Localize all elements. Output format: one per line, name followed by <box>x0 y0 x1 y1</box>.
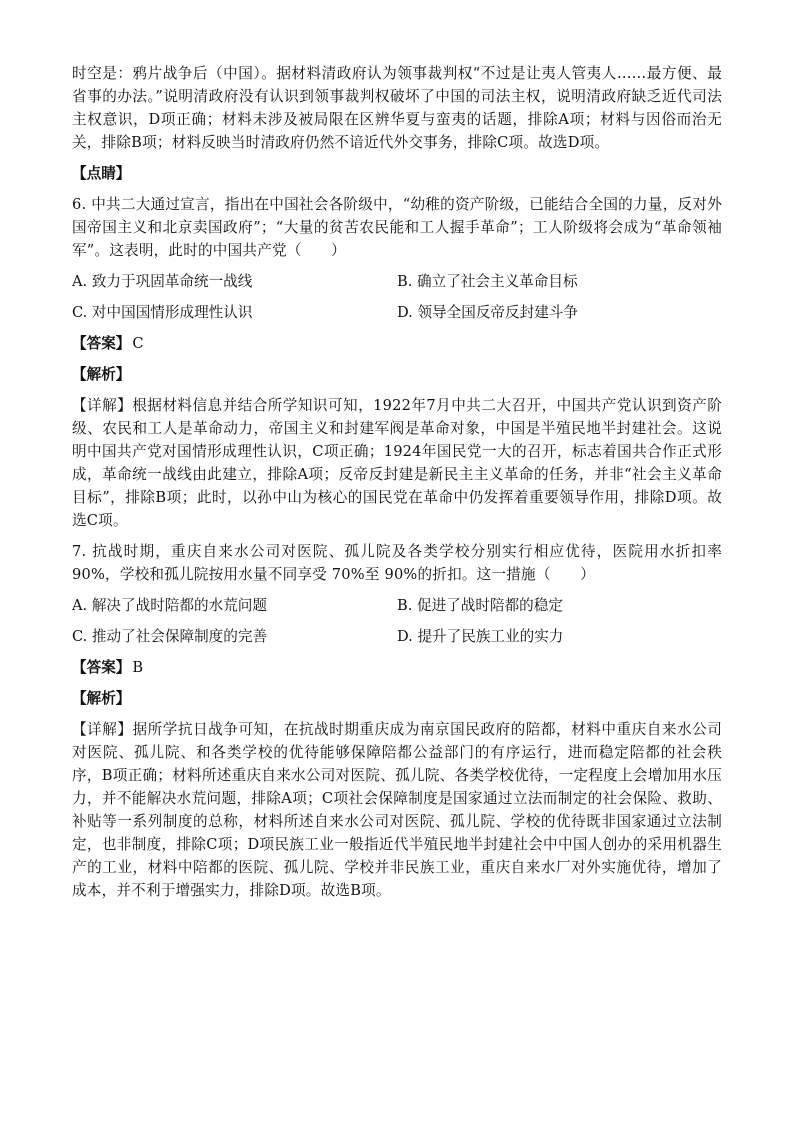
q7-option-a: A. 解决了战时陪都的水荒问题 <box>72 597 267 614</box>
q6-answer <box>72 332 722 355</box>
q7-option-b: B. 促进了战时陪都的稳定 <box>397 597 563 614</box>
q6-answer-label: 【答案】 <box>72 335 131 352</box>
q7-option-c: C. 推动了社会保障制度的完善 <box>72 628 268 645</box>
q6-option-b: B. 确立了社会主义革命目标 <box>397 273 578 290</box>
q6-option-c: C. 对中国国情形成理性认识 <box>72 304 253 321</box>
q7-option-d: D. 提升了民族工业的实力 <box>397 628 564 645</box>
q7-analysis-label: 【解析】 <box>72 690 131 707</box>
q7-answer-label: 【答案】 <box>72 659 131 676</box>
dianjing-label: 【点睛】 <box>72 165 131 182</box>
q7-answer-value: B <box>132 659 144 676</box>
question-6-options <box>72 270 722 324</box>
q6-option-d: D. 领导全国反帝反封建斗争 <box>397 304 578 321</box>
document-page <box>72 62 722 910</box>
q7-detail: 【详解】据所学抗日战争可知，在抗战时期重庆成为南京国民政府的陪都，材料中重庆自来水公司对医院、孤儿院、和各类学校的优待能够保障陪都公益部门的有序运行，进而稳定陪都的社会秩序，B项正确；材料所述重庆自来水公司对医院、孤儿院、各类学校优待，一定程度上会增加用水压力，并不能解决水荒问题，排除A项；C项社会保障制度是国家通过立法而制定的社会保险、救助、补贴等一系列制度的总称，材料所述自来水公司对医院、孤儿院、学校的优待既非国家通过立法制定，也非制度，排除C项；D项民族工业一般指近代半殖民地半封建社会中中国人创办的采用机器生产的工业，材料中陪都的医院、孤儿院、学校并非民族工业，重庆自来水厂对外实施优待，增加了成本，并不利于增强实力，排除D项。故选B项。 <box>72 721 722 899</box>
q6-option-a: A. 致力于巩固革命统一战线 <box>72 273 253 290</box>
intro-paragraph: 时空是：鸦片战争后（中国）。据材料清政府认为领事裁判权“不过是让夷人管夷人……最方便、最省事的办法。”说明清政府没有认识到领事裁判权破坏了中国的司法主权，说明清政府缺乏近代司法主权意识，D项正确；材料未涉及被局限在区辨华夏与蛮夷的话题，排除A项；材料与因俗而治无关，排除B项；材料反映当时清政府仍然不谙近代外交事务，排除C项。故选D项。 <box>72 65 722 151</box>
q6-answer-value: C <box>132 335 144 352</box>
q7-answer <box>72 656 722 679</box>
question-6-stem: 6. 中共二大通过宣言，指出在中国社会各阶级中，“幼稚的资产阶级，已能结合全国的力量，反对外国帝国主义和北京卖国政府”；“大量的贫苦农民能和工人握手革命”；工人阶级将会成为“革命领袖军”。这表明，此时的中国共产党（ ） <box>72 196 722 259</box>
question-7-options <box>72 594 722 648</box>
q6-detail: 【详解】根据材料信息并结合所学知识可知，1922年7月中共二大召开，中国共产党认识到资产阶级、农民和工人是革命动力，帝国主义和封建军阀是革命对象，中国是半殖民地半封建社会。这说明中国共产党对国情形成理性认识，C项正确；1924年国民党一大的召开，标志着国共合作正式形成，革命统一战线由此建立，排除A项；反帝反封建是新民主主义革命的任务，并非“社会主义革命目标”，排除B项；此时，以孙中山为核心的国民党在革命中仍发挥着重要领导作用，排除D项。故选C项。 <box>72 397 722 529</box>
q6-analysis-label: 【解析】 <box>72 366 131 383</box>
question-7-stem: 7. 抗战时期，重庆自来水公司对医院、孤儿院及各类学校分别实行相应优待，医院用水折扣率 90%，学校和孤儿院按用水量不同享受 70%至 90%的折扣。这一措施（ ） <box>72 543 722 583</box>
